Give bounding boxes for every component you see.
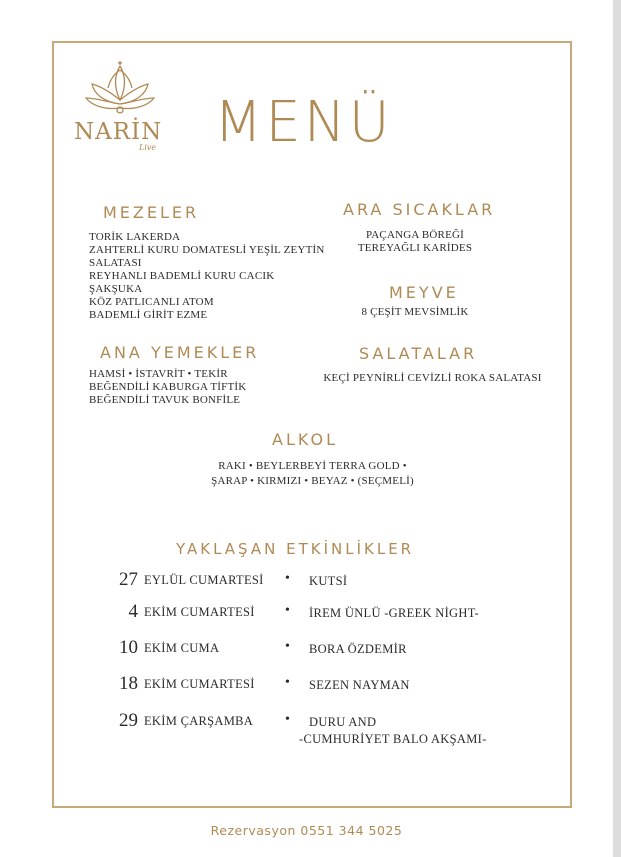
section-heading-meyve: MEYVE xyxy=(389,283,459,302)
list-item: ŞARAP • KIRMIZI • BEYAZ • (SEÇMELİ) xyxy=(211,475,414,487)
event-day: 4 xyxy=(128,601,138,622)
event-day: 18 xyxy=(119,673,138,694)
section-heading-salatalar: SALATALAR xyxy=(359,344,478,363)
bullet-icon: • xyxy=(285,712,290,727)
list-item: HAMSİ • İSTAVRİT • TEKİR xyxy=(89,368,228,380)
section-heading-ara-sicaklar: ARA SICAKLAR xyxy=(343,200,496,219)
event-date: EKİM ÇARŞAMBA xyxy=(144,714,254,728)
event-day: 10 xyxy=(119,637,138,658)
menu-title: MENÜ xyxy=(214,90,393,155)
bullet-icon: • xyxy=(285,603,290,618)
event-date: EYLÜL CUMARTESİ xyxy=(144,573,264,587)
event-row xyxy=(112,601,552,631)
list-item: RAKI • BEYLERBEYİ TERRA GOLD • xyxy=(218,460,407,472)
brand-subtitle: Live xyxy=(139,143,157,152)
event-date: EKİM CUMARTESİ xyxy=(144,605,255,619)
event-name: BORA ÖZDEMİR xyxy=(309,642,407,656)
section-heading-mezeler: MEZELER xyxy=(103,203,200,222)
page-edge xyxy=(613,0,621,857)
section-items-ara-sicaklar xyxy=(330,229,500,255)
event-name-line2: -CUMHURİYET BALO AKŞAMI- xyxy=(299,732,487,746)
list-item: KÖZ PATLICANLI ATOM xyxy=(89,296,214,308)
section-heading-ana-yemekler: ANA YEMEKLER xyxy=(100,343,260,362)
section-items-salatalar xyxy=(315,372,550,385)
event-row xyxy=(112,569,552,599)
list-item: 8 ÇEŞİT MEVSİMLİK xyxy=(361,306,469,318)
bullet-icon: • xyxy=(285,571,290,586)
list-item: PAÇANGA BÖREĞİ xyxy=(365,229,465,241)
event-name xyxy=(299,714,487,748)
section-heading-events: YAKLAŞAN ETKİNLİKLER xyxy=(176,540,415,558)
event-day: 29 xyxy=(119,710,138,731)
reservation-phone[interactable]: Rezervasyon 0551 344 5025 xyxy=(210,823,403,838)
event-row xyxy=(112,637,552,667)
list-item: BADEMLİ GİRİT EZME xyxy=(89,309,208,321)
list-item: BEĞENDİLİ KABURGA TİFTİK xyxy=(89,381,247,393)
list-item: KEÇİ PEYNİRLİ CEVİZLİ ROKA SALATASI xyxy=(323,372,542,384)
bullet-icon: • xyxy=(285,675,290,690)
section-items-meyve xyxy=(340,306,490,319)
list-item: SALATASI xyxy=(89,257,142,269)
event-date: EKİM CUMA xyxy=(144,641,220,655)
event-row xyxy=(112,710,552,750)
event-name: KUTSİ xyxy=(309,574,348,588)
list-item: TORİK LAKERDA xyxy=(89,231,181,243)
list-item: REYHANLI BADEMLİ KURU CACIK xyxy=(89,270,275,282)
event-name: SEZEN NAYMAN xyxy=(309,678,410,692)
event-day: 27 xyxy=(119,569,138,590)
section-items-alkol xyxy=(160,459,465,489)
event-name-line1: DURU AND xyxy=(309,715,377,729)
event-date: EKİM CUMARTESİ xyxy=(144,677,255,691)
section-items-ana-yemekler xyxy=(89,368,246,407)
section-heading-alkol: ALKOL xyxy=(272,430,338,449)
event-row xyxy=(112,673,552,703)
list-item: BEĞENDİLİ TAVUK BONFİLE xyxy=(89,394,241,406)
section-items-mezeler xyxy=(89,231,325,322)
brand-name: NARİN xyxy=(74,119,163,145)
list-item: ZAHTERLİ KURU DOMATESLİ YEŞİL ZEYTİN xyxy=(89,244,325,256)
bullet-icon: • xyxy=(285,639,290,654)
list-item: ŞAKŞUKA xyxy=(89,283,143,295)
list-item: TEREYAĞLI KARİDES xyxy=(357,242,473,254)
event-name: İREM ÜNLÜ -GREEK NİGHT- xyxy=(309,606,479,620)
